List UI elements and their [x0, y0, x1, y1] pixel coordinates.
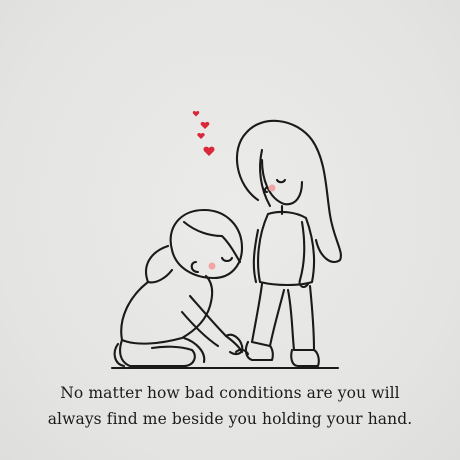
caption — [0, 380, 460, 432]
girl-arm — [300, 222, 308, 287]
girl-legs — [252, 284, 284, 346]
boy-hood — [146, 246, 172, 282]
girl-figure — [237, 121, 341, 366]
girl-blush — [269, 185, 276, 192]
girl-hair — [237, 121, 341, 262]
girl-eye — [277, 180, 285, 182]
girl-shoe-right — [291, 350, 319, 366]
girl-top — [258, 212, 314, 285]
caption-line-1: No matter how bad conditions are you will — [60, 384, 400, 402]
boy-blush — [209, 263, 216, 270]
heart-icon-small — [193, 111, 199, 116]
boy-figure — [115, 210, 243, 366]
heart-icon-small-2 — [197, 133, 204, 139]
boy-head — [171, 210, 242, 278]
heart-icon-large — [204, 147, 215, 156]
floating-hearts — [193, 111, 215, 156]
boy-hair — [184, 222, 240, 262]
boy-sweatshirt — [121, 276, 212, 344]
heart-icon-medium — [201, 122, 210, 129]
caption-line-2: always find me beside you holding your hand. — [47, 410, 413, 428]
boy-eye — [222, 258, 232, 261]
boy-leg — [120, 340, 195, 366]
